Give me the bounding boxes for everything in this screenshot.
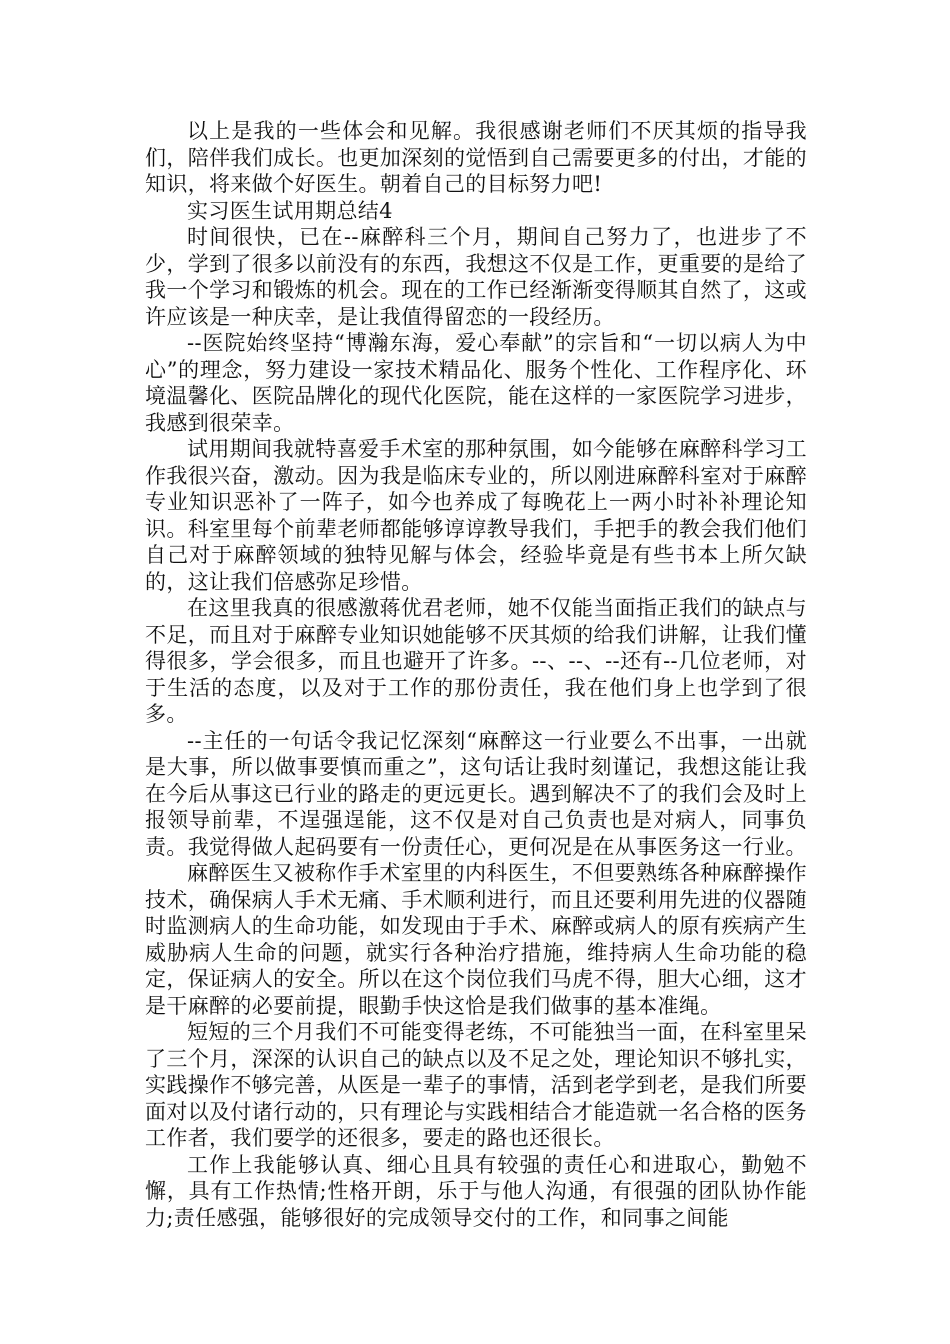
paragraph-anesthesiologist-role: 麻醉医生又被称作手术室里的内科医生，不但要熟练各种麻醉操作技术，确保病人手术无痛、手术顺利进行，而且还要利用先进的仪器随时监测病人的生命功能，如发现由于手术、麻醉或病人的原有疾病产生威胁病人生命的问题，就实行各种治疗措施，维持病人生命功能的稳定，保证病人的安全。所以在这个岗位我们马虎不得，胆大心细，这才是干麻醉的必要前提，眼勤手快这恰是我们做事的基本准绳。	[145, 861, 807, 1018]
paragraph-three-months: 时间很快，已在--麻醉科三个月，期间自己努力了，也进步了不少，学到了很多以前没有的东西，我想这不仅是工作，更重要的是给了我一个学习和锻炼的机会。现在的工作已经渐渐变得顺其自然了，这或许应该是一种庆幸，是让我值得留恋的一段经历。	[145, 225, 807, 329]
paragraph-probation-learning: 试用期间我就特喜爱手术室的那种氛围，如今能够在麻醉科学习工作我很兴奋，激动。因为我是临床专业的，所以刚进麻醉科室对于麻醉专业知识恶补了一阵子，如今也养成了每晚花上一两小时补补理论知识。科室里每个前辈老师都能够谆谆教导我们，手把手的教会我们他们自己对于麻醉领域的独特见解与体会，经验毕竟是有些书本上所欠缺的，这让我们倍感弥足珍惜。	[145, 437, 807, 594]
paragraph-director-quote: --主任的一句话令我记忆深刻“麻醉这一行业要么不出事，一出就是大事，所以做事要慎而重之”，这句话让我时刻谨记，我想这能让我在今后从事这已行业的路走的更远更长。遇到解决不了的我们会及时上报领导前辈，不逞强逞能，这不仅是对自己负责也是对病人，同事负责。我觉得做人起码要有一份责任心，更何况是在从事医务这一行业。	[145, 728, 807, 859]
paragraph-closing-reflection: 以上是我的一些体会和见解。我很感谢老师们不厌其烦的指导我们，陪伴我们成长。也更加深刻的觉悟到自己需要更多的付出，才能的知识，将来做个好医生。朝着自己的目标努力吧!	[145, 119, 807, 196]
section-heading: 实习医生试用期总结4	[187, 198, 393, 223]
paragraph-teacher-thanks: 在这里我真的很感激蒋优君老师，她不仅能当面指正我们的缺点与不足，而且对于麻醉专业知识她能够不厌其烦的给我们讲解，让我们懂得很多，学会很多，而且也避开了许多。--、--、--还有--几位老师，对于生活的态度，以及对于工作的那份责任，我在他们身上也学到了很多。	[145, 596, 807, 726]
document-body	[145, 118, 807, 1231]
paragraph-three-months-reflection: 短短的三个月我们不可能变得老练，不可能独当一面，在科室里呆了三个月，深深的认识自己的缺点以及不足之处，理论知识不够扎实，实践操作不够完善，从医是一辈子的事情，活到老学到老，是我们所要面对以及付诸行动的，只有理论与实践相结合才能造就一名合格的医务工作者，我们要学的还很多，要走的路也还很长。	[145, 1020, 807, 1150]
paragraph-work-attitude: 工作上我能够认真、细心且具有较强的责任心和进取心，勤勉不懈，具有工作热情;性格开朗，乐于与他人沟通，有很强的团队协作能力;责任感强，能够很好的完成领导交付的工作，和同事之间能	[145, 1152, 807, 1230]
paragraph-hospital-mission: --医院始终坚持“博瀚东海，爱心奉献”的宗旨和“一切以病人为中心”的理念，努力建设一家技术精品化、服务个性化、工作程序化、环境温馨化、医院品牌化的现代化医院，能在这样的一家医院学习进步，我感到很荣幸。	[145, 331, 807, 435]
